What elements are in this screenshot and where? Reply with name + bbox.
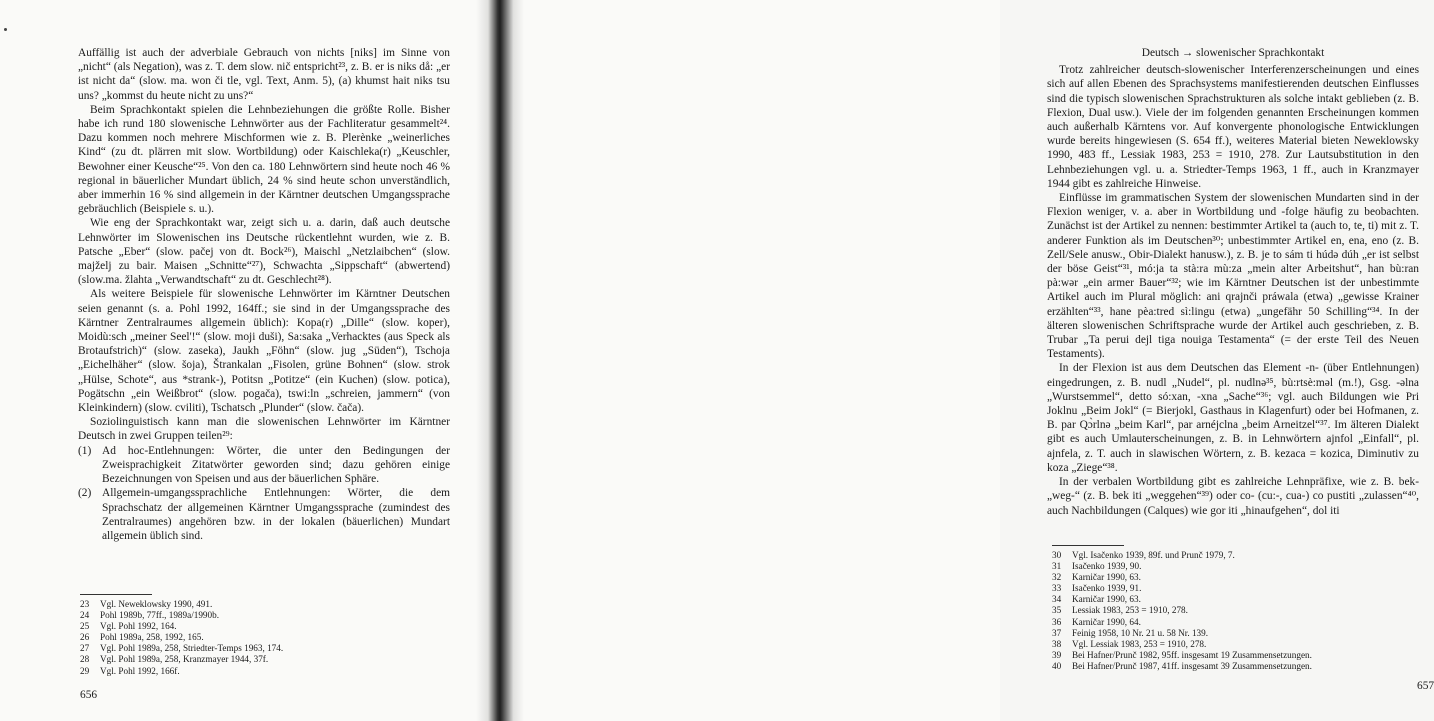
footnote: [1052, 639, 1412, 650]
footnote-number: 36: [1052, 616, 1062, 627]
footnote-number: 25: [80, 621, 90, 632]
footnote-text: Pohl 1989b, 77ff., 1989a/1990b.: [100, 610, 220, 621]
right-paragraph-1: Trotz zahlreicher deutsch-slowenischer Interferenzerscheinungen und eines sich auf allen Ebenen des Sprachsystems manifestierenden deutschen Einflusses sind die typisch slowenischen Sprachstrukturen als solche intakt geblieben (z. B. Flexion, Dual usw.). Viele der im folgenden genannten Erscheinungen kommen auch außerhalb Kärntens vor. Auf konvergente phonologische Entwicklungen wurde bereits hingewiesen (S. 654 ff.), weiteres Material bieten Neweklowsky 1990, 483 ff., Lessiak 1983, 253 = 1910, 278. Zur Lautsubstitution in den Lehnbeziehungen vgl. u. a. Striedter-Temps 1963, 1 ff., auch in Kranzmayer 1944 gibt es zahlreiche Hinweise.: [1047, 64, 1419, 190]
footnote: [1052, 650, 1412, 661]
footnote-text: Bei Hafner/Prunč 1982, 95ff. insgesamt 19 Zusammensetzungen.: [1072, 649, 1312, 660]
list-item: [78, 486, 450, 543]
footnote: [1052, 605, 1412, 616]
footnote-text: Isačenko 1939, 91.: [1072, 583, 1142, 594]
list-item-number: (2): [78, 487, 92, 500]
footnote-number: 23: [80, 599, 90, 609]
right-footnotes: [1052, 545, 1412, 672]
footnote: [1052, 572, 1412, 583]
left-paragraph-5: Soziolinguistisch kann man die slowenischen Lehnwörter im Kärntner Deutsch in zwei Gruppen teilen²⁹:: [78, 416, 450, 443]
footnote-rule: [80, 594, 152, 595]
footnote-number: 26: [80, 632, 90, 643]
footnote: [1052, 550, 1412, 561]
footnote-number: 35: [1052, 605, 1062, 616]
footnote: [80, 632, 440, 643]
footnote-number: 33: [1052, 583, 1062, 594]
running-head: Deutsch → slowenischer Sprachkontakt: [1141, 47, 1325, 59]
footnote: [1052, 617, 1412, 628]
footnote-text: Bei Hafner/Prunč 1987, 41ff. insgesamt 39 Zusammensetzungen.: [1072, 660, 1312, 671]
left-page-number: 656: [80, 689, 98, 701]
footnote-number: 40: [1052, 660, 1062, 671]
right-paragraph-2: Einflüsse im grammatischen System der slowenischen Mundarten sind in der Flexion weniger, v. a. aber in Wortbildung und -folge häufig zu beobachten. Zunächst ist der Artikel zu nennen: bestimmter Artikel ta (auch to, te, ti) mit z. T. anderer Funktion als im Deutschen³⁰; unbestimmter Artikel en, ena, eno (z. B. Zell/Sele anusw., Obir-Dialekt hanusw.), z. B. je to sám ti húdə dúh „er ist selbst der böse Geist“³¹, mó:ja ta stà:ra mù:za „mein alter Arbeitshut“, han bù:ran pà:wər „ein armer Bauer“³²; wie im Kärntner Deutschen ist der unbestimmte Artikel auch im Plural möglich: ani qrajnči práwala (etwa) „gewisse Krainer erzählten“³³, hane pèa:tred sì:lingu (etwa) „ungefähr 50 Schilling“³⁴. In der älteren slowenischen Schriftsprache wurde der Artikel auch geschrieben, z. B. Trubar „Ta perui dejl tiga nouiga Testamenta“ (= der erste Teil des Neuen Testaments).: [1047, 192, 1419, 361]
footnote: [1052, 583, 1412, 594]
footnote: [80, 643, 440, 654]
left-page: [0, 0, 500, 721]
footnote-number: 34: [1052, 594, 1062, 605]
list-item-number: (1): [78, 444, 92, 457]
list-item: [78, 444, 450, 487]
footnote-text: Vgl. Pohl 1992, 166f.: [100, 665, 180, 676]
list-item-text: Allgemein-umgangssprachliche Entlehnungen: Wörter, die dem Sprachschatz der allgemeinen Kärntner Umgangssprache (zumindest des Zentralraumes) angehören bzw. in der lokalen (bäuerlichen) Mundart allgemein üblich sind.: [102, 487, 450, 542]
left-paragraph-3: Wie eng der Sprachkontakt war, zeigt sich u. a. darin, daß auch deutsche Lehnwörter im Slowenischen ins Deutsche rückentlehnt wurden, wie z. B. Patsche „Eber“ (slow. pačej von dt. Bock²⁶), Maischl „Netzlaibchen“ (slow. majželj zu bair. Maisen „Schnitte“²⁷), Schwachta „Sippschaft“ (abwertend) (slow.ma. žlahta „Verwandtschaft“ zu dt. Geschlecht²⁸).: [78, 217, 450, 287]
footnote: [80, 666, 440, 677]
footnote-text: Vgl. Pohl 1989a, 258, Striedter-Temps 1963, 174.: [100, 643, 284, 654]
footnote: [80, 610, 440, 621]
footnote-number: 28: [80, 654, 90, 665]
footnote-text: Karničar 1990, 64.: [1072, 616, 1141, 627]
book-gutter-shadow: [476, 0, 524, 721]
footnote-text: Pohl 1989a, 258, 1992, 165.: [100, 632, 204, 643]
footnote: [1052, 561, 1412, 572]
footnote-text: Vgl. Pohl 1992, 164.: [100, 621, 177, 632]
left-paragraph-1: Auffällig ist auch der adverbiale Gebrauch von nichts [niks] im Sinne von „nicht“ (als Negation), was z. T. dem slow. nič entspricht²³, z. B. er is niks då: „er ist nicht da“ (slow. ma. won či tle, vgl. Text, Anm. 5), (a) khumst hait niks tsu uns? „kommst du heute nicht zu uns?“: [78, 47, 450, 102]
footnote-text: Lessiak 1983, 253 = 1910, 278.: [1072, 605, 1188, 616]
footnote: [80, 621, 440, 632]
footnote-number: 24: [80, 610, 90, 621]
right-page: [500, 0, 1434, 721]
footnote-text: Karničar 1990, 63.: [1072, 572, 1141, 583]
left-paragraph-4: Als weitere Beispiele für slowenische Lehnwörter im Kärntner Deutschen seien genannt (s. a. Pohl 1992, 164ff.; sie sind in der Umgangssprache des Kärntner Zentralraumes allgemein üblich): Kopa(r) „Dille“ (slow. koper), Moidù:sch „meiner Seel'!“ (slow. moji duši), Sa:saka „Verhacktes (aus Speck als Brotaufstrich)“ (slow. zaseka), Jaukh „Föhn“ (slow. jug „Süden“), Tschoja „Eichelhäher“ (slow. šoja), Štrankalan „Fisolen, grüne Bohnen“ (slow. strok „Hülse, Schote“, aus *strank-), Potitsn „Potitze“ (ein Kuchen) (slow. potica), Pogätschn „ein Weißbrot“ (slow. pogača), tswi:ln „schreien, jammern“ (von Kleinkindern) (slow. cviliti), Tschatsch „Plunder“ (slow. čača).: [78, 288, 450, 415]
footnote-number: 31: [1052, 561, 1062, 572]
footnote-number: 32: [1052, 572, 1062, 583]
footnote-text: Karničar 1990, 63.: [1072, 594, 1141, 605]
left-body-text: [78, 46, 450, 543]
footnote: [1052, 661, 1412, 672]
footnote-number: 29: [80, 665, 90, 676]
footnote-text: Vgl. Isačenko 1939, 89f. und Prunč 1979, 7.: [1072, 550, 1235, 560]
footnote-number: 30: [1052, 550, 1062, 560]
footnote: [1052, 628, 1412, 639]
footnote: [80, 599, 440, 610]
left-enumerated-list: [78, 444, 450, 543]
footnote-text: Vgl. Lessiak 1983, 253 = 1910, 278.: [1072, 638, 1207, 649]
footnote-number: 38: [1052, 638, 1062, 649]
scan-speck: [4, 28, 7, 31]
footnote: [80, 654, 440, 665]
footnote: [1052, 594, 1412, 605]
right-page-number: 657: [1417, 680, 1434, 692]
footnote-text: Vgl. Neweklowsky 1990, 491.: [100, 599, 213, 609]
left-footnotes: [80, 594, 440, 677]
footnote-text: Vgl. Pohl 1989a, 258, Kranzmayer 1944, 37f.: [100, 654, 269, 665]
footnote-text: Isačenko 1939, 90.: [1072, 561, 1142, 572]
footnote-text: Feinig 1958, 10 Nr. 21 u. 58 Nr. 139.: [1072, 627, 1209, 638]
list-item-text: Ad hoc-Entlehnungen: Wörter, die unter den Bedingungen der Zweisprachigkeit Zitatwörter geworden sind; dazu gehören einige Bezeichnungen von Speisen und aus der bäuerlichen Sphäre.: [102, 444, 450, 486]
footnote-number: 37: [1052, 627, 1062, 638]
footnote-number: 27: [80, 643, 90, 654]
footnote-number: 39: [1052, 649, 1062, 660]
right-paragraph-4: In der verbalen Wortbildung gibt es zahlreiche Lehnpräfixe, wie z. B. bek- „weg-“ (z. B. bek iti „weggehen“³⁹) oder co- (cu:-, cua-) co pustiti „zulassen“⁴⁰, auch Nachbildungen (Calques) wie gor iti „hinaufgehen“, dol iti: [1047, 476, 1419, 517]
left-paragraph-2: Beim Sprachkontakt spielen die Lehnbeziehungen die größte Rolle. Bisher habe ich rund 180 slowenische Lehnwörter aus der Fachliteratur gesammelt²⁴. Dazu kommen noch mehrere Mischformen wie z. B. Plerènke „weinerliches Kind“ (zu dt. plärren mit slow. Wortbildung) oder Kaischleka(r) „Keuschler, Bewohner einer Keusche“²⁵. Von den ca. 180 Lehnwörtern sind heute noch 46 % regional in bäuerlicher Mundart üblich, 24 % sind heute schon unverständlich, aber immerhin 16 % sind allgemein in der Kärntner deutschen Umgangssprache gebräuchlich (Beispiele s. u.).: [78, 103, 450, 216]
footnote-rule: [1052, 545, 1124, 546]
right-paragraph-3: In der Flexion ist aus dem Deutschen das Element -n- (über Entlehnungen) eingedrungen, z. B. nudl „Nudel“, pl. nudlnə³⁵, bù:rtsè:məl (m.!), Gsg. -əlna „Wurstsemmel“, detto só:xan, -xna „Sache“³⁶; vgl. auch Bildungen wie Pri Joklnu „Beim Jokl“ (= Bierjokl, Gasthaus in Klagenfurt) oder bei Hofmanen, z. B. par Qɔ̀rlnə „beim Karl“, par arnéjclna „beim Arneitzel“³⁷. Im älteren Dialekt gibt es auch Umlauterscheinungen, z. B. in Lehnwörtern ajnfol „Einfall“, pl. ajnfela, z. T. auch in slawischen Wörtern, z. B. kezaca = kozica, Diminutiv zu koza „Ziege“³⁸.: [1047, 362, 1419, 474]
right-body-text: [1047, 46, 1419, 518]
